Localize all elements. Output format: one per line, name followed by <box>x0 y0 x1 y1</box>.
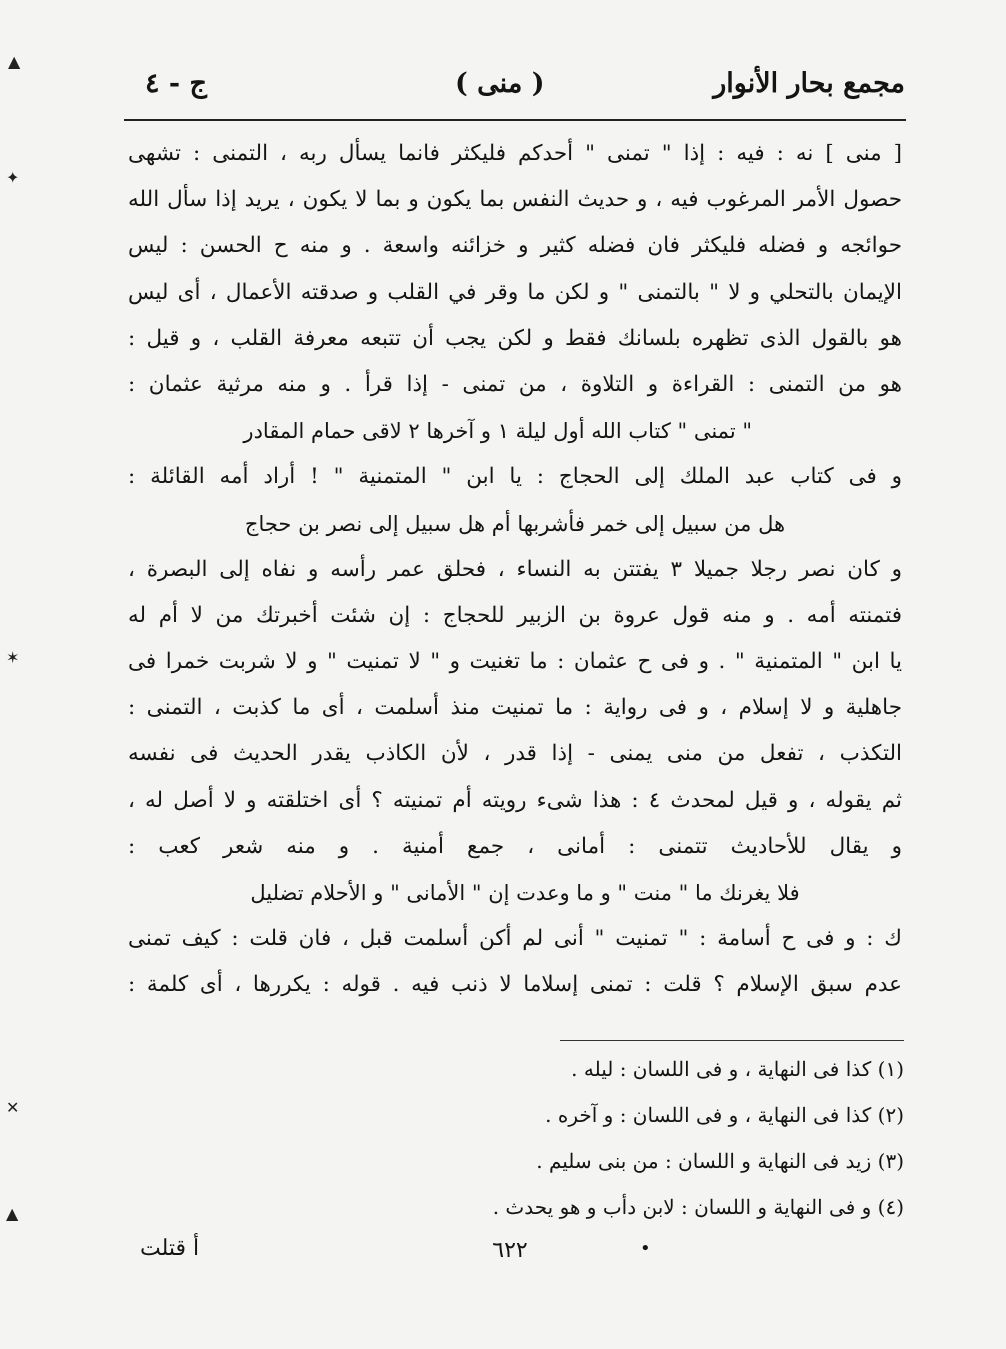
catchword: أ قتلت <box>140 1236 200 1261</box>
text-line: هو بالقول الذى تظهره بلسانك فقط و لكن يجب أن تتبعه معرفة القلب ، و قيل : <box>128 325 902 351</box>
text-line: حصول الأمر المرغوب فيه ، و حديث النفس بما يكون و بما لا يكون ، يريد إذا سأل الله <box>128 187 902 213</box>
header-rule <box>124 119 906 121</box>
running-header <box>125 68 905 108</box>
margin-mark-icon: ✕ <box>6 1098 20 1117</box>
text-line: الإيمان بالتحلي و لا " بالتمنى " و لكن ما وقر في القلب و صدقته الأعمال ، أى ليس <box>128 279 902 305</box>
margin-mark-icon: ▲ <box>8 52 21 71</box>
footnote: (٤) و فى النهاية و اللسان : لابن دأب و هو يحدث . <box>492 1195 904 1219</box>
text-line: جاهلية و لا إسلام ، و فى رواية : ما تمنيت منذ أسلمت ، أى ما كذبت ، التمنى : <box>128 695 902 721</box>
text-line: يا ابن " المتمنية " . و فى ح عثمان : ما تغنيت و " لا تمنيت " و لا شربت خمرا فى <box>128 649 902 675</box>
footer-dot: • <box>640 1238 651 1259</box>
text-line: [ منى ] نه : فيه : إذا " تمنى " أحدكم فليكثر فانما يسأل ربه ، التمنى : تشهى <box>128 141 902 166</box>
text-line: ك : و فى ح أسامة : " تمنيت " أنى لم أكن أسلمت قبل ، فان قلت : كيف تمنى <box>128 926 902 952</box>
text-line: فتمنته أمه . و منه قول عروة بن الزبير للحجاج : إن شئت أخبرتك من لا أم له <box>128 602 902 628</box>
verse-line: فلا يغرنك ما " منت " و ما وعدت إن " الأمانى " و الأحلام تضليل <box>250 881 800 905</box>
text-line: التكذب ، تفعل من منى يمنى - إذا قدر ، لأن الكاذب يقدر الحديث فى نفسه <box>128 741 902 767</box>
verse-line: هل من سبيل إلى خمر فأشربها أم هل سبيل إلى نصر بن حجاج <box>244 511 786 536</box>
footnote-rule <box>560 1040 904 1041</box>
text-line: و يقال للأحاديث تتمنى : أمانى ، جمع أمنية . و منه شعر كعب : <box>128 833 902 859</box>
margin-mark-icon: ▲ <box>6 1204 19 1223</box>
text-line: و فى كتاب عبد الملك إلى الحجاج : يا ابن " المتمنية " ! أراد أمه القائلة : <box>128 464 902 490</box>
text-line: ثم يقوله ، و قيل لمحدث ٤ : هذا شىء رويته أم تمنيته ؟ أى اختلقته و لا أصل له ، <box>128 787 902 813</box>
main-text <box>128 131 902 1009</box>
volume-number: ج - ٤ <box>145 68 207 99</box>
margin-mark-icon: ✦ <box>6 168 20 187</box>
margin-mark-icon: ✶ <box>6 648 20 667</box>
book-title: مجمع بحار الأنوار <box>713 68 905 99</box>
page-number: ٦٢٢ <box>492 1238 528 1263</box>
footnote: (٢) كذا فى النهاية ، و فى اللسان : و آخره . <box>545 1103 904 1127</box>
text-line: هو من التمنى : القراءة و التلاوة ، من تمنى - إذا قرأ . و منه مرثية عثمان : <box>128 371 902 397</box>
text-line: عدم سبق الإسلام ؟ قلت : تمنى إسلاما لا ذنب فيه . قوله : يكررها ، أى كلمة : <box>128 972 902 998</box>
text-line: حوائجه و فضله فليكثر فان فضله كثير و خزائنه واسعة . و منه ح الحسن : ليس <box>128 233 902 259</box>
footnotes <box>300 1046 904 1230</box>
text-line: و كان نصر رجلا جميلا ٣ يفتتن به النساء ، فحلق عمر رأسه و نفاه إلى البصرة ، <box>128 556 902 582</box>
verse-line: " تمنى " كتاب الله أول ليلة ١ و آخرها ٢ لاقى حمام المقادر <box>243 419 752 444</box>
footnote: (١) كذا فى النهاية ، و فى اللسان : ليله . <box>571 1057 904 1081</box>
entry-root: ( منى ) <box>455 68 545 99</box>
footnote: (٣) زيد فى النهاية و اللسان : من بنى سليم . <box>536 1149 904 1173</box>
